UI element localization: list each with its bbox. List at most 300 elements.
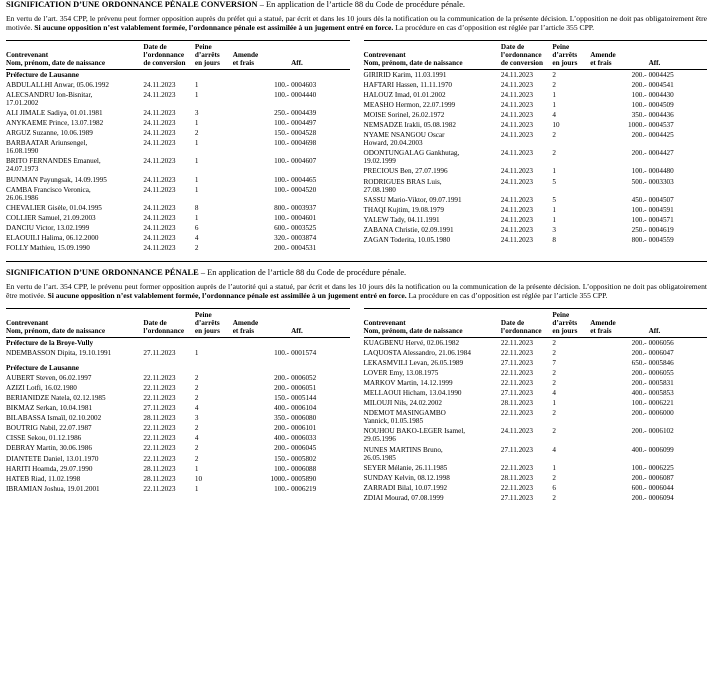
cell-date: 22.11.2023 xyxy=(500,379,533,388)
cell-aff: 0004427 xyxy=(648,149,674,158)
header-amende xyxy=(233,40,291,69)
cell-contrevenant: ZABANA Christie, 02.09.1991 xyxy=(363,225,454,234)
table-row xyxy=(6,403,350,413)
cell-aff: 0005831 xyxy=(648,379,674,388)
cell-aff: 0004425 xyxy=(648,70,674,79)
cell-contrevenant: ODONTUNGALAG Gankhutag, 19.02.1999 xyxy=(363,149,460,166)
table-row xyxy=(364,215,708,225)
header-peine-l3: en jours xyxy=(194,58,220,67)
cell-aff: 0004619 xyxy=(648,225,674,234)
cell-peine: 7 xyxy=(552,358,556,367)
cell-peine: 1 xyxy=(552,101,556,109)
table-row xyxy=(6,80,350,90)
table-row xyxy=(364,483,708,493)
cell-date: 24.11.2023 xyxy=(500,235,533,244)
cell-amende: 150.- xyxy=(274,129,290,138)
cell-peine: 1 xyxy=(552,215,556,224)
cell-amende: 100.- xyxy=(274,175,290,184)
cell-amende: 200.- xyxy=(631,473,647,482)
cell-date: 24.11.2023 xyxy=(143,109,176,118)
cell-contrevenant: MARKOV Martin, 14.12.1999 xyxy=(363,379,453,388)
header-peine xyxy=(552,308,590,337)
table-row xyxy=(6,373,350,383)
legal-text-bold: Si aucune opposition n’est valablement formée, l’ordonnance pénale est assimilée à un jugement entré en force. xyxy=(34,23,394,33)
table-row xyxy=(6,423,350,433)
cell-aff: 0003937 xyxy=(291,203,317,212)
cell-peine: 5 xyxy=(552,195,556,204)
cell-contrevenant: BOUTRIG Nabil, 22.07.1987 xyxy=(6,424,92,433)
cell-aff: 0003525 xyxy=(291,223,317,232)
table-row xyxy=(6,484,350,494)
table-row xyxy=(364,348,708,358)
header-amende-l1: Amende xyxy=(590,318,616,327)
cell-aff: 0005853 xyxy=(648,389,674,398)
header-contrevenant-l2: Nom, prénom, date de naissance xyxy=(6,58,106,67)
cell-amende: 100.- xyxy=(274,185,290,194)
cell-date: 28.11.2023 xyxy=(143,414,176,423)
header-contrevenant-l2: Nom, prénom, date de naissance xyxy=(363,326,463,335)
cell-amende: 400.- xyxy=(631,445,647,454)
header-date xyxy=(501,308,553,337)
header-peine-l2: d’arrêts xyxy=(194,318,220,327)
header-date xyxy=(501,40,553,69)
cell-aff: 0006000 xyxy=(648,409,674,418)
cell-date: 24.11.2023 xyxy=(143,243,176,252)
cell-aff: 0005846 xyxy=(648,358,674,367)
cell-aff: 0004537 xyxy=(648,121,674,130)
cell-amende: 100.- xyxy=(631,215,647,224)
cell-date: 22.11.2023 xyxy=(143,384,176,393)
cell-contrevenant: COLLIER Samuel, 21.09.2003 xyxy=(6,213,96,222)
table-row xyxy=(6,156,350,174)
cell-amende: 200.- xyxy=(274,243,290,252)
cell-date: 22.11.2023 xyxy=(143,444,176,453)
cell-peine: 1 xyxy=(194,80,199,89)
cell-amende: 320.- xyxy=(274,233,290,242)
cell-amende: 200.- xyxy=(274,374,290,382)
cell-date: 24.11.2023 xyxy=(143,90,176,99)
cell-amende: 100.- xyxy=(631,90,647,99)
cell-amende: 200.- xyxy=(631,80,647,89)
cell-date: 24.11.2023 xyxy=(500,70,533,79)
table-row xyxy=(6,443,350,453)
table-row xyxy=(6,223,350,233)
table-row xyxy=(6,413,350,423)
cell-peine: 3 xyxy=(194,109,199,118)
cell-date: 28.11.2023 xyxy=(143,474,176,483)
cell-contrevenant: NEMSADZE Irakli, 05.08.1982 xyxy=(363,121,456,130)
cell-peine: 2 xyxy=(552,473,556,482)
header-contrevenant-l1: Contrevenant xyxy=(6,50,49,59)
table-row xyxy=(364,120,708,130)
header-date xyxy=(143,308,195,337)
header-amende-l1: Amende xyxy=(590,50,616,59)
cell-contrevenant: MILOUJI Nils, 24.02.2002 xyxy=(363,399,442,408)
cell-peine: 2 xyxy=(194,424,199,433)
cell-aff: 0006102 xyxy=(648,427,674,436)
cell-peine: 5 xyxy=(552,177,556,186)
table-row xyxy=(364,225,708,235)
cell-date: 24.11.2023 xyxy=(500,121,533,130)
table-row xyxy=(6,474,350,484)
cell-amende: 100.- xyxy=(631,205,647,214)
cell-date: 27.11.2023 xyxy=(500,445,533,454)
group-header-row xyxy=(6,69,350,80)
header-contrevenant-l2: Nom, prénom, date de naissance xyxy=(363,58,463,67)
section-legal-text xyxy=(6,14,707,33)
cell-peine: 6 xyxy=(552,483,556,492)
cell-amende: 800.- xyxy=(274,203,290,212)
cell-date: 24.11.2023 xyxy=(143,80,176,89)
cell-peine: 2 xyxy=(194,243,199,252)
section-columns xyxy=(6,308,707,503)
cell-aff: 0004698 xyxy=(291,139,317,148)
cell-peine: 4 xyxy=(552,111,556,120)
cell-date: 24.11.2023 xyxy=(143,157,176,166)
header-contrevenant-l1: Contrevenant xyxy=(6,318,49,327)
cell-aff: 0006094 xyxy=(648,493,674,502)
header-peine-l1: Peine xyxy=(194,310,212,319)
cell-aff: 0004531 xyxy=(291,243,317,252)
cell-aff: 0004480 xyxy=(648,167,674,176)
section-title-bold: SIGNIFICATION D’UNE ORDONNANCE PÉNALE CONVERSION xyxy=(6,0,258,9)
cell-amende: 200.- xyxy=(631,131,647,140)
cell-amende: 100.- xyxy=(274,348,290,357)
table-row xyxy=(364,148,708,166)
table-row xyxy=(6,243,350,253)
section-ordonnance xyxy=(0,268,713,503)
cell-aff: 0004520 xyxy=(291,185,317,194)
header-date-l3: de conversion xyxy=(143,58,186,67)
listing-table xyxy=(6,308,350,494)
cell-amende: 200.- xyxy=(631,427,647,436)
table-row xyxy=(6,108,350,118)
cell-date: 22.11.2023 xyxy=(500,483,533,492)
header-peine-l1: Peine xyxy=(552,310,570,319)
cell-amende: 200.- xyxy=(631,379,647,388)
cell-date: 27.11.2023 xyxy=(500,358,533,367)
cell-date: 28.11.2023 xyxy=(500,399,533,408)
cell-date: 24.11.2023 xyxy=(500,90,533,99)
header-date-l2: l’ordonnance xyxy=(500,326,542,335)
header-date-l3: de conversion xyxy=(500,58,544,67)
header-contrevenant xyxy=(6,308,143,337)
header-peine-l3: en jours xyxy=(552,58,578,67)
cell-aff: 0004440 xyxy=(291,90,317,99)
cell-contrevenant: SUNDAY Kelvin, 08.12.1998 xyxy=(363,473,450,482)
cell-amende: 100.- xyxy=(274,80,290,89)
table-row xyxy=(6,138,350,156)
cell-peine: 2 xyxy=(552,80,556,89)
cell-peine: 4 xyxy=(194,233,199,242)
cell-peine: 1 xyxy=(552,167,556,176)
cell-date: 22.11.2023 xyxy=(143,484,176,493)
header-peine-l3: en jours xyxy=(552,326,578,335)
listing-body xyxy=(364,69,708,245)
table-row xyxy=(364,368,708,378)
cell-date: 22.11.2023 xyxy=(500,409,533,418)
table-row xyxy=(364,388,708,398)
cell-amende: 200.- xyxy=(631,348,647,357)
cell-amende: 200.- xyxy=(274,424,290,433)
header-amende-l1: Amende xyxy=(232,318,259,327)
cell-date: 24.11.2023 xyxy=(500,131,533,140)
cell-contrevenant: BRITO FERNANDES Emanuel, 24.07.1973 xyxy=(6,157,101,174)
table-row xyxy=(364,408,708,426)
cell-peine: 2 xyxy=(552,149,556,158)
cell-aff: 0004465 xyxy=(291,175,317,184)
cell-amende: 250.- xyxy=(631,225,647,234)
cell-amende: 800.- xyxy=(631,235,647,244)
cell-amende: 100.- xyxy=(274,213,290,222)
cell-contrevenant: MEASHO Hermon, 22.07.1999 xyxy=(363,101,456,109)
header-peine-l3: en jours xyxy=(194,326,220,335)
header-aff: Aff. xyxy=(291,326,303,335)
legal-text-part1: En vertu de l’art. 354 CPP, le prévenu peut former opposition auprès de l’autorité qui a statué, par écrit et dans les 10 jours dès la notification ou la communication de la présente décision. L’opposition ne doit pas obligatoirement être motivée. xyxy=(6,281,707,301)
cell-date: 27.11.2023 xyxy=(143,348,176,357)
cell-date: 24.11.2023 xyxy=(500,205,533,214)
cell-contrevenant: DANCIU Victor, 13.02.1999 xyxy=(6,223,90,232)
cell-contrevenant: DIANTETE Daniel, 13.01.1970 xyxy=(6,454,99,463)
cell-amende: 1000.- xyxy=(270,474,290,483)
header-contrevenant xyxy=(364,40,501,69)
cell-aff: 0006056 xyxy=(648,338,674,347)
cell-contrevenant: ARGUZ Suzanne, 10.06.1989 xyxy=(6,129,93,138)
header-peine xyxy=(195,40,233,69)
cell-contrevenant: FOLLY Mathieu, 15.09.1990 xyxy=(6,243,90,252)
table-row xyxy=(364,445,708,463)
header-date-l2: l’ordonnance xyxy=(143,326,185,335)
cell-date: 24.11.2023 xyxy=(143,175,176,184)
cell-amende: 100.- xyxy=(631,399,647,408)
table-row xyxy=(364,195,708,205)
cell-date: 24.11.2023 xyxy=(500,427,533,436)
header-amende xyxy=(233,308,291,337)
header-contrevenant xyxy=(364,308,501,337)
cell-peine: 1 xyxy=(194,139,199,148)
cell-aff: 0004571 xyxy=(648,215,674,224)
table-row xyxy=(6,90,350,108)
cell-aff: 0004603 xyxy=(291,80,317,89)
cell-peine: 3 xyxy=(552,225,556,234)
cell-date: 24.11.2023 xyxy=(500,195,533,204)
cell-contrevenant: CISSE Sekou, 01.12.1986 xyxy=(6,434,82,443)
cell-contrevenant: HALOUZ Imad, 01.01.2002 xyxy=(363,90,446,99)
cell-aff: 0006088 xyxy=(291,464,317,473)
cell-contrevenant: SASSU Mario-Viktor, 09.07.1991 xyxy=(363,195,462,204)
table-row xyxy=(364,100,708,110)
cell-aff: 0004497 xyxy=(291,119,317,128)
header-date-l2: l’ordonnance xyxy=(143,50,185,59)
cell-aff: 0006219 xyxy=(291,484,317,493)
cell-aff: 0006055 xyxy=(648,369,674,377)
header-peine-l2: d’arrêts xyxy=(552,318,578,327)
cell-date: 22.11.2023 xyxy=(500,369,533,377)
cell-aff: 0006104 xyxy=(291,404,317,413)
listing-body xyxy=(364,337,708,503)
header-amende xyxy=(590,308,648,337)
cell-peine: 8 xyxy=(552,235,556,244)
table-row xyxy=(6,118,350,128)
cell-date: 24.11.2023 xyxy=(143,223,176,232)
listing-table xyxy=(6,40,350,253)
cell-peine: 1 xyxy=(552,399,556,408)
cell-amende: 200.- xyxy=(274,444,290,453)
cell-peine: 8 xyxy=(194,203,199,212)
cell-peine: 1 xyxy=(552,463,556,472)
cell-aff: 0006045 xyxy=(291,444,317,453)
table-row xyxy=(364,177,708,195)
cell-contrevenant: ALECSANDRU Ion-Bisnitar, 17.01.2002 xyxy=(6,90,93,107)
section-columns xyxy=(6,40,707,253)
cell-peine: 10 xyxy=(194,474,203,483)
header-date-l1: Date de xyxy=(143,318,167,327)
table-row xyxy=(6,233,350,243)
table-row xyxy=(364,166,708,176)
cell-contrevenant: THAQI Kujtim, 19.08.1979 xyxy=(363,205,444,214)
cell-amende: 200.- xyxy=(631,493,647,502)
cell-date: 22.11.2023 xyxy=(143,394,176,403)
cell-aff: 0004425 xyxy=(648,131,674,140)
cell-peine: 1 xyxy=(194,90,199,99)
header-amende xyxy=(590,40,648,69)
table-row xyxy=(364,426,708,444)
header-aff: Aff. xyxy=(291,58,303,67)
cell-date: 24.11.2023 xyxy=(500,225,533,234)
header-date-l1: Date de xyxy=(500,318,525,327)
cell-contrevenant: ALI JIMALE Sadiya, 01.01.1981 xyxy=(6,109,103,118)
cell-contrevenant: LOVER Emy, 13.08.1975 xyxy=(363,369,439,377)
cell-date: 24.11.2023 xyxy=(143,119,176,128)
section-title xyxy=(6,268,707,278)
cell-peine: 4 xyxy=(194,404,199,413)
cell-contrevenant: ABDULALLHI Anwar, 05.06.1992 xyxy=(6,80,109,89)
cell-aff: 0003303 xyxy=(648,177,674,186)
cell-amende: 200.- xyxy=(631,70,647,79)
header-contrevenant-l1: Contrevenant xyxy=(363,318,406,327)
cell-contrevenant: MOISE Sorinel, 26.02.1972 xyxy=(363,111,445,120)
cell-amende: 100.- xyxy=(274,139,290,148)
cell-contrevenant: CAMBA Francisco Veronica, 26.06.1986 xyxy=(6,185,91,202)
cell-aff: 0006099 xyxy=(648,445,674,454)
table-row xyxy=(6,454,350,464)
table-row xyxy=(364,493,708,503)
cell-date: 24.11.2023 xyxy=(143,129,176,138)
table-row xyxy=(6,464,350,474)
cell-date: 24.11.2023 xyxy=(500,215,533,224)
cell-date: 22.11.2023 xyxy=(500,348,533,357)
header-date-l1: Date de xyxy=(500,42,525,51)
cell-contrevenant: NUNES MARTINS Bruno, 26.05.1985 xyxy=(363,445,443,462)
cell-contrevenant: NYAME NSANGOU Oscar Howard, 20.04.2003 xyxy=(363,131,445,148)
cell-amende: 600.- xyxy=(274,223,290,232)
cell-peine: 2 xyxy=(194,444,199,453)
cell-peine: 2 xyxy=(552,131,556,140)
cell-contrevenant: NDEMBASSON Dipita, 19.10.1991 xyxy=(6,348,112,357)
header-contrevenant xyxy=(6,40,143,69)
header-amende-l2: et frais xyxy=(232,326,255,335)
table-row xyxy=(6,393,350,403)
header-amende-l1: Amende xyxy=(232,50,259,59)
cell-peine: 1 xyxy=(194,464,199,473)
cell-contrevenant: ZDIAI Mourad, 07.08.1999 xyxy=(363,493,444,502)
group-header-label: Préfecture de Lausanne xyxy=(6,363,79,372)
section-title-rest: – En application de l’article 88 du Code de procédure pénale. xyxy=(198,268,407,277)
table-row xyxy=(364,235,708,245)
cell-contrevenant: CHEVALIER Gisèle, 01.04.1995 xyxy=(6,203,102,212)
column-left xyxy=(6,308,350,503)
listing-table xyxy=(364,40,708,245)
cell-aff: 0006047 xyxy=(648,348,674,357)
cell-amende: 100.- xyxy=(274,90,290,99)
cell-date: 24.11.2023 xyxy=(143,139,176,148)
legal-text-part1: En vertu de l’art. 354 CPP, le prévenu peut former opposition auprès du préfet qui a statué, par écrit et dans les 10 jours dès la notification ou la communication de la présente décision. L’opposition ne doit pas obligatoirement être motivée. xyxy=(6,13,707,33)
cell-amende: 150.- xyxy=(274,394,290,403)
section-title-rest: – En application de l’article 88 du Code de procédure pénale. xyxy=(257,0,466,9)
table-row xyxy=(6,185,350,203)
header-peine-l1: Peine xyxy=(194,42,212,51)
cell-peine: 2 xyxy=(194,454,199,463)
table-row xyxy=(364,463,708,473)
cell-peine: 2 xyxy=(194,374,199,382)
legal-text-part2: La procédure en cas d’opposition est réglée par l’article 355 CPP. xyxy=(393,23,595,33)
cell-contrevenant: ZAGAN Toderita, 10.05.1980 xyxy=(363,235,451,244)
cell-amende: 200.- xyxy=(631,338,647,347)
cell-amende: 600.- xyxy=(631,483,647,492)
cell-contrevenant: PRECIOUS Ben, 27.07.1996 xyxy=(363,167,448,176)
cell-date: 22.11.2023 xyxy=(500,338,533,347)
cell-amende: 200.- xyxy=(631,149,647,158)
table-row xyxy=(364,358,708,368)
cell-aff: 0004591 xyxy=(648,205,674,214)
cell-date: 24.11.2023 xyxy=(143,213,176,222)
cell-amende: 100.- xyxy=(631,167,647,176)
cell-peine: 2 xyxy=(552,409,556,418)
cell-peine: 2 xyxy=(194,129,199,138)
cell-aff: 0006221 xyxy=(648,399,674,408)
cell-contrevenant: BIKMAZ Serkan, 10.04.1981 xyxy=(6,404,93,413)
cell-peine: 3 xyxy=(194,414,199,423)
cell-amende: 200.- xyxy=(274,384,290,393)
section-conversion xyxy=(0,0,713,253)
cell-contrevenant: ELAOUILI Halima, 06.12.2000 xyxy=(6,233,99,242)
cell-contrevenant: RODRIGUES BRAS Luis, 27.08.1980 xyxy=(363,177,442,194)
table-row xyxy=(6,128,350,138)
cell-amende: 400.- xyxy=(274,404,290,413)
header-date-l1: Date de xyxy=(143,42,167,51)
cell-date: 24.11.2023 xyxy=(143,185,176,194)
header-date-l2: l’ordonnance xyxy=(500,50,542,59)
table-row xyxy=(6,203,350,213)
cell-peine: 1 xyxy=(194,348,199,357)
cell-date: 24.11.2023 xyxy=(500,80,533,89)
cell-date: 22.11.2023 xyxy=(143,434,176,443)
cell-amende: 250.- xyxy=(274,109,290,118)
cell-peine: 10 xyxy=(552,121,560,130)
cell-peine: 1 xyxy=(194,119,199,128)
column-left xyxy=(6,40,350,253)
cell-contrevenant: SEYER Mélanie, 26.11.1985 xyxy=(363,463,448,472)
cell-contrevenant: YALEW Tady, 04.11.1991 xyxy=(363,215,440,224)
cell-amende: 500.- xyxy=(631,177,647,186)
cell-aff: 0006087 xyxy=(648,473,674,482)
header-contrevenant-l1: Contrevenant xyxy=(363,50,406,59)
cell-aff: 0006225 xyxy=(648,463,674,472)
cell-peine: 2 xyxy=(552,348,556,357)
legal-text-part2: La procédure en cas d’opposition est réglée par l’article 355 CPP. xyxy=(406,291,608,301)
cell-aff: 0005890 xyxy=(291,474,317,483)
cell-date: 28.11.2023 xyxy=(500,473,533,482)
